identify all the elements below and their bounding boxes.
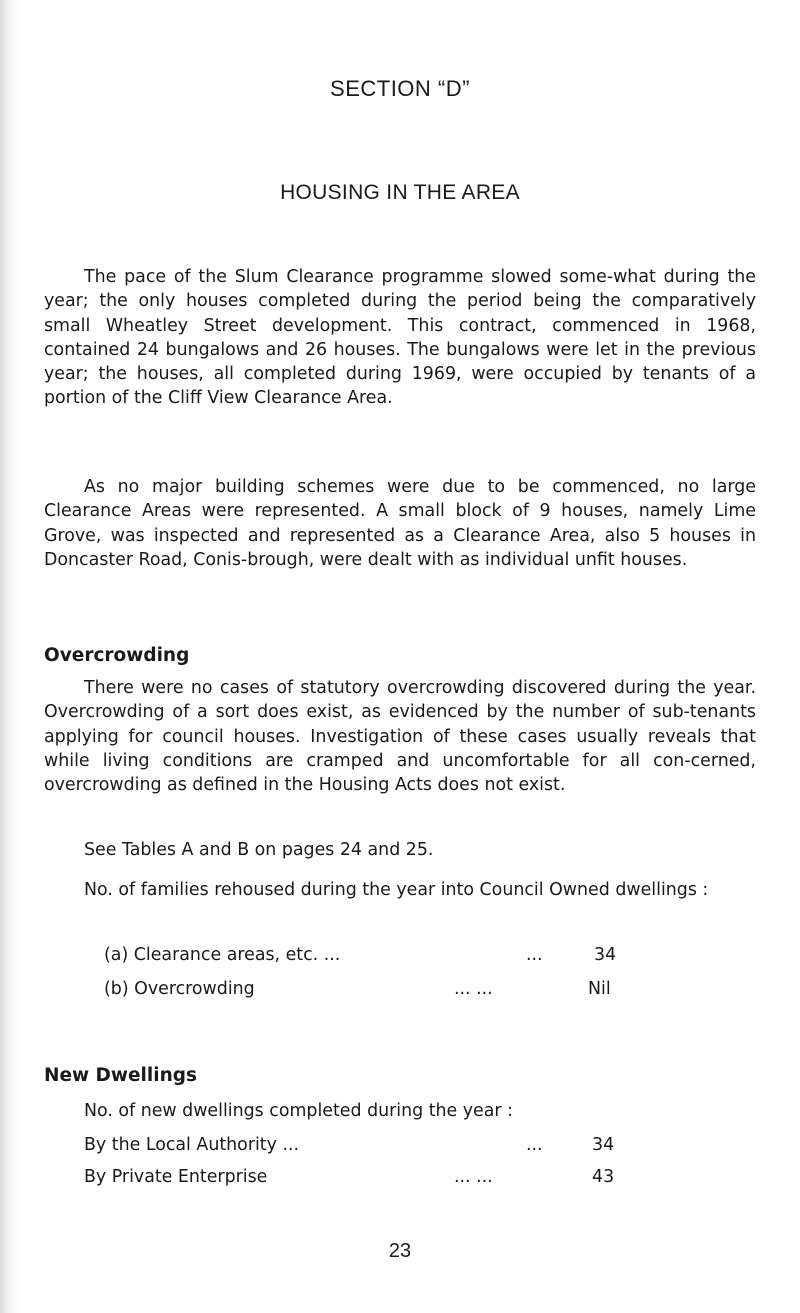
- row-label: (b) Overcrowding: [104, 979, 255, 999]
- overcrowding-heading: Overcrowding: [44, 645, 190, 666]
- row-value: 34: [594, 945, 617, 965]
- page-title: HOUSING IN THE AREA: [280, 181, 520, 204]
- row-value: Nil: [588, 979, 611, 999]
- row-leader-dots: ...: [526, 945, 543, 965]
- rehoused-row-overcrowding: [104, 977, 634, 1001]
- new-dwellings-heading: New Dwellings: [44, 1065, 198, 1086]
- overcrowding-paragraph: There were no cases of statutory overcrowding discovered during the year. Overcrowding of a sort does exist, as evidenced by the number of sub-tenants applying for council houses. Investigation of these cases usually reveals that while living conditions are cramped and uncomfortable for all con-cerned, overcrowding as defined in the Housing Acts does not exist.: [44, 678, 756, 796]
- row-value: 34: [592, 1135, 615, 1155]
- row-leader-dots: ...: [526, 1135, 543, 1155]
- row-leader-dots: ... ...: [454, 1167, 493, 1187]
- section-title: SECTION “D”: [330, 76, 470, 101]
- new-dwellings-intro: No. of new dwellings completed during the year :: [84, 1101, 513, 1121]
- see-tables-note: See Tables A and B on pages 24 and 25.: [84, 840, 434, 860]
- row-label: By Private Enterprise: [84, 1167, 268, 1187]
- rehoused-row-clearance: [104, 943, 634, 967]
- clearance-paragraph: As no major building schemes were due to be commenced, no large Clearance Areas were represented. A small block of 9 houses, namely Lime Grove, was inspected and represented as a Clearance Area, also 5 houses in Doncaster Road, Conis-brough, were dealt with as individual unfit houses.: [44, 477, 756, 570]
- page-number: 23: [388, 1240, 412, 1262]
- new-dwellings-row-local-authority: [84, 1133, 644, 1157]
- intro-paragraph: The pace of the Slum Clearance programme slowed some-what during the year; the only houses completed during the period being the comparatively small Wheatley Street development. This contract, commenced in 1968, contained 24 bungalows and 26 houses. The bungalows were let in the previous year; the houses, all completed during 1969, were occupied by tenants of a portion of the Cliff View Clearance Area.: [44, 267, 756, 409]
- rehoused-intro: No. of families rehoused during the year into Council Owned dwellings :: [84, 880, 709, 900]
- new-dwellings-row-private-enterprise: [84, 1165, 644, 1189]
- row-label: By the Local Authority ...: [84, 1135, 300, 1155]
- row-label: (a) Clearance areas, etc. ...: [104, 945, 341, 965]
- row-value: 43: [592, 1167, 615, 1187]
- row-leader-dots: ... ...: [454, 979, 493, 999]
